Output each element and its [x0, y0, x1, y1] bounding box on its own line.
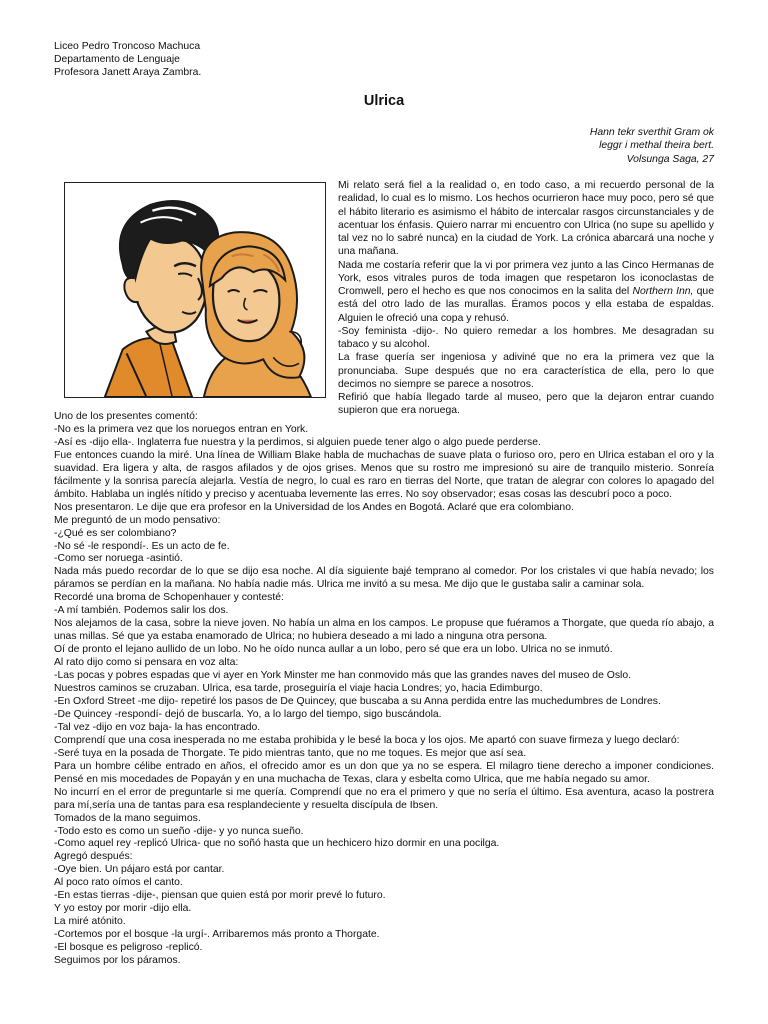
paragraph: -Oye bien. Un pájaro está por cantar.: [54, 864, 225, 876]
paragraph: -Las pocas y pobres espadas que vi ayer en York Minster me han conmovido más que las grandes naves del museo de Oslo.: [54, 670, 632, 682]
couple-illustration: [64, 182, 326, 398]
paragraph: -En Oxford Street -me dijo- repetiré los pasos de De Quincey, que buscaba a su Anna perdida entre las muchedumbres de Londres.: [54, 695, 661, 707]
paragraph: Nuestros caminos se cruzaban. Ulrica, esa tarde, proseguiría el viaje hacia Londres; yo, hacia Edimburgo.: [54, 683, 543, 695]
paragraph: -En estas tierras -dije-, piensan que quien está por morir prevé lo futuro.: [54, 890, 386, 902]
paragraph: Fue entonces cuando la miré. Una línea de William Blake habla de muchachas de suave plata o furioso oro, pero en Ulrica estaban el oro y la suavidad. Era ligera y alta, de rasgos afilados y de ojos grises. Menos que su rostro me impresionó su aire de tranquilo misterio. Sonreía fácilmente y la sonrisa parecía alejarla. Vestía de negro, lo cual es raro en tierras del Norte, que tratan de alegrar con colores lo apagado del ámbito. Hablaba un inglés nítido y preciso y acentuaba levemente las erres. No soy observador; esas cosas las descubrí poco a poco.: [54, 449, 714, 500]
paragraph: -Como ser noruega -asintió.: [54, 553, 183, 565]
epigraph-source: Volsunga Saga, 27: [626, 153, 714, 165]
paragraph: No incurrí en el error de preguntarle si me quería. Comprendí que no era el primero y que no sería el último. Esa aventura, acaso la postrera para mí,sería una de tantas para esa resplandeciente y resuelta discípula de Ibsen.: [54, 786, 714, 811]
paragraph: -¿Qué es ser colombiano?: [54, 527, 177, 539]
paragraph: Refirió que había llegado tarde al museo, pero que la dejaron entrar cuando supieron que era noruega.: [338, 392, 714, 417]
school-header: [54, 40, 414, 80]
paragraph: -No sé -le respondí-. Es un acto de fe.: [54, 540, 230, 552]
epigraph-line: leggr i methal theira bert.: [599, 140, 714, 152]
paragraph: -Seré tuya en la posada de Thorgate. Te pido mientras tanto, que no me toques. Es mejor que así sea.: [54, 747, 527, 759]
paragraph: Comprendí que una cosa inesperada no me estaba prohibida y le besé la boca y los ojos. Me apartó con suave firmeza y luego declaró:: [54, 734, 680, 746]
paragraph: -Como aquel rey -replicó Ulrica- que no soñó hasta que un hechicero hizo dormir en una pocilga.: [54, 838, 500, 850]
paragraph: -De Quincey -respondí- dejó de buscarla. Yo, a lo largo del tiempo, sigo buscándola.: [54, 708, 442, 720]
paragraph: -Así es -dijo ella-. Inglaterra fue nuestra y la perdimos, si alguien puede tener algo o algo puede perderse.: [54, 436, 541, 448]
couple-illustration-icon: [65, 183, 325, 397]
paragraph: La miré atónito.: [54, 916, 126, 928]
paragraph: -Todo esto es como un sueño -dije- y yo nunca sueño.: [54, 825, 304, 837]
paragraph: Nada más puedo recordar de lo que se dijo esa noche. Al día siguiente bajé temprano al comedor. Por los cristales vi que había nevado; los páramos se perdían en la mañana. No había nadie más. Ulrica me invitó a su mesa. Me dijo que le gustaba salir a caminar sola.: [54, 566, 714, 591]
paragraph-text: Nada me costaría referir que la vi por primera vez junto a las Cinco Hermanas de York, esos vitrales puros de toda imagen que respetaron los iconoclastas de Cromwell, pero el hecho es que nos conocimos en la salita del: [338, 259, 714, 297]
header-line-school: Liceo Pedro Troncoso Machuca: [54, 41, 201, 52]
document-title: Ulrica: [363, 93, 405, 109]
paragraph: Para un hombre célibe entrado en años, el ofrecido amor es un don que ya no se espera. El milagro tiene derecho a imponer condiciones. Pensé en mis mocedades de Popayán y en una muchacha de Texas, clara y esbelta como Ulrica, que me había negado su amor.: [54, 760, 714, 785]
paragraph: -A mí también. Podemos salir los dos.: [54, 605, 229, 617]
paragraph: Me preguntó de un modo pensativo:: [54, 514, 221, 526]
paragraph: Al poco rato oímos el canto.: [54, 877, 183, 889]
paragraph: Recordé una broma de Schopenhauer y contesté:: [54, 592, 284, 604]
paragraph: Nos alejamos de la casa, sobre la nieve joven. No había un alma en los campos. Le propuse que fuéramos a Thorgate, que queda río abajo, a unas millas. Sé que ya estaba enamorado de Ulrica; no hubiera deseado a mi lado a ninguna otra persona.: [54, 618, 714, 643]
paragraph-text: que está del otro lado de las murallas. Éramos pocos y ella estaba de espaldas. Alguien le ofreció una copa y rehusó.: [338, 286, 714, 324]
paragraph: Oí de pronto el lejano aullido de un lobo. No he oído nunca aullar a un lobo, pero sé que era un lobo. Ulrica no se inmutó.: [54, 644, 613, 656]
epigraph-line: Hann tekr sverthit Gram ok: [589, 127, 714, 138]
intro-text: [338, 179, 714, 418]
paragraph: Nos presentaron. Le dije que era profesor en la Universidad de los Andes en Bogotá. Aclaré que era colombiano.: [54, 501, 574, 513]
epigraph: [454, 126, 714, 166]
paragraph: La frase quería ser ingeniosa y adiviné que no era la primera vez que la pronunciaba. Supe después que no era característica de ella, pero lo que decimos no siempre se parece a nosotros.: [338, 352, 714, 390]
paragraph: -Soy feminista -dijo-. No quiero remedar a los hombres. Me desagradan su tabaco y su alcohol.: [338, 325, 714, 350]
paragraph: -Tal vez -dijo en voz baja- la has encontrado.: [54, 721, 261, 733]
paragraph: [338, 259, 714, 325]
paragraph: Y yo estoy por morir -dijo ella.: [54, 903, 192, 915]
paragraph: Uno de los presentes comentó:: [54, 411, 198, 422]
paragraph: -No es la primera vez que los noruegos entran en York.: [54, 423, 309, 435]
paragraph: Mi relato será fiel a la realidad o, en todo caso, a mi recuerdo personal de la realidad, lo cual es lo mismo. Los hechos ocurrieron hace muy poco, pero sé que el hábito literario es asimismo el hábito de intercalar rasgos circunstanciales y de acentuar los énfasis. Quiero narrar mi encuentro con Ulrica (no supe su apellido y tal vez no lo sabré nunca) en la ciudad de York. La crónica abarcará una noche y una mañana.: [338, 180, 714, 258]
paragraph: -El bosque es peligroso -replicó.: [54, 942, 203, 954]
paragraph: Tomados de la mano seguimos.: [54, 812, 201, 824]
header-line-department: Departamento de Lenguaje: [54, 54, 180, 66]
story-body: [54, 411, 714, 968]
paragraph: -Cortemos por el bosque -la urgí-. Arribaremos más pronto a Thorgate.: [54, 929, 380, 941]
paragraph: Al rato dijo como si pensara en voz alta:: [54, 657, 239, 669]
inn-name: Northern Inn,: [632, 286, 694, 297]
header-line-teacher: Profesora Janett Araya Zambra.: [54, 67, 202, 79]
paragraph: Seguimos por los páramos.: [54, 955, 181, 967]
paragraph: Agregó después:: [54, 851, 133, 863]
